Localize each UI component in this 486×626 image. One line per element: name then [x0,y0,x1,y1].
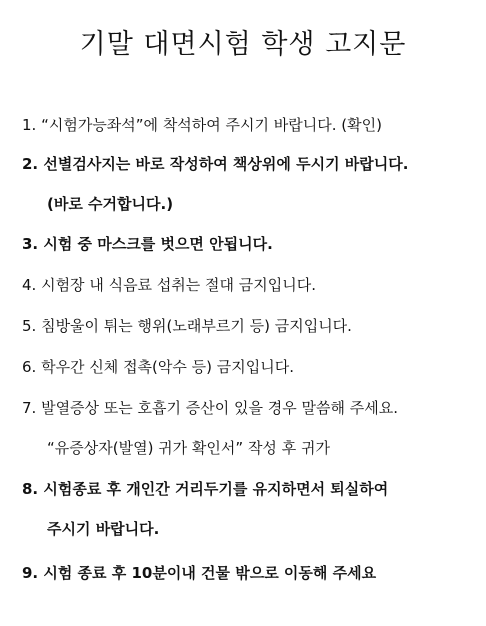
notice-item-4: 4. 시험장 내 식음료 섭취는 절대 금지입니다. [22,276,317,294]
notice-item-2-continuation: (바로 수거합니다.) [47,195,174,213]
notice-item-8-continuation: 주시기 바랍니다. [47,520,160,538]
notice-item-7: 7. 발열증상 또는 호흡기 증산이 있을 경우 말씀해 주세요. [22,399,399,417]
notice-item-1: 1. “시험가능좌석”에 착석하여 주시기 바랍니다. (확인) [22,116,382,134]
notice-item-2: 2. 선별검사지는 바로 작성하여 책상위에 두시기 바랍니다. [22,155,409,173]
notice-item-6: 6. 학우간 신체 접촉(악수 등) 금지입니다. [22,358,294,376]
notice-item-5: 5. 침방울이 튀는 행위(노래부르기 등) 금지입니다. [22,317,352,335]
notice-item-9: 9. 시험 종료 후 10분이내 건물 밖으로 이동해 주세요 [22,564,377,582]
notice-item-8: 8. 시험종료 후 개인간 거리두기를 유지하면서 퇴실하여 [22,480,389,498]
notice-item-7-continuation: “유증상자(발열) 귀가 확인서” 작성 후 귀가 [47,439,330,457]
notice-item-3: 3. 시험 중 마스크를 벗으면 안됩니다. [22,235,273,253]
page-title: 기말 대면시험 학생 고지문 [79,29,407,60]
